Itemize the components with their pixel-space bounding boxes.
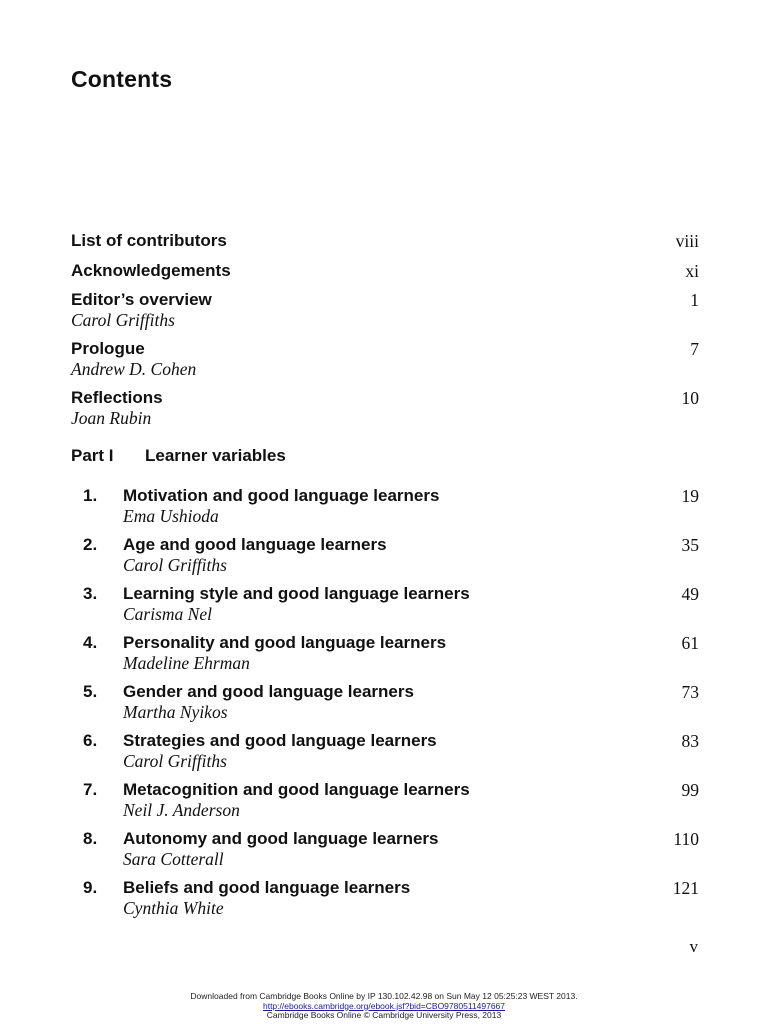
chapter-title: Strategies and good language learners xyxy=(123,731,437,750)
toc-entry-chapter-4[interactable] xyxy=(71,633,699,677)
chapter-number: 1. xyxy=(83,486,98,505)
footer-copyright: Cambridge Books Online © Cambridge University Press, 2013 xyxy=(266,1010,502,1020)
entry-title: Editor’s overview xyxy=(71,290,212,309)
chapter-title: Age and good language learners xyxy=(123,535,387,554)
chapter-author: Neil J. Anderson xyxy=(123,800,240,820)
chapter-page: 73 xyxy=(681,682,699,702)
chapter-author: Carisma Nel xyxy=(123,604,212,624)
entry-title: Acknowledgements xyxy=(71,261,231,280)
toc-entry-editors-overview[interactable] xyxy=(71,290,699,334)
chapter-number: 3. xyxy=(83,584,98,603)
chapter-page: 110 xyxy=(673,829,699,849)
chapter-number: 8. xyxy=(83,829,98,848)
toc-entry-chapter-7[interactable] xyxy=(71,780,699,824)
chapter-number: 5. xyxy=(83,682,98,701)
entry-author: Andrew D. Cohen xyxy=(71,359,197,379)
entry-title: Prologue xyxy=(71,339,145,358)
entry-title: Reflections xyxy=(71,388,163,407)
download-footer xyxy=(0,992,768,1021)
toc-entry-reflections[interactable] xyxy=(71,388,699,432)
entry-author: Joan Rubin xyxy=(71,408,152,428)
chapter-author: Ema Ushioda xyxy=(123,506,219,526)
chapter-page: 83 xyxy=(681,731,699,751)
entry-author: Carol Griffiths xyxy=(71,310,175,330)
entry-page: viii xyxy=(675,231,699,251)
chapter-number: 2. xyxy=(83,535,98,554)
chapter-title: Beliefs and good language learners xyxy=(123,878,411,897)
chapter-page: 19 xyxy=(681,486,699,506)
chapter-author: Madeline Ehrman xyxy=(123,653,250,673)
toc-entry-chapter-5[interactable] xyxy=(71,682,699,726)
part-title: Learner variables xyxy=(145,446,286,465)
chapter-number: 4. xyxy=(83,633,98,652)
entry-page: 10 xyxy=(681,388,699,408)
chapter-title: Autonomy and good language learners xyxy=(123,829,439,848)
chapter-page: 49 xyxy=(681,584,699,604)
chapter-author: Cynthia White xyxy=(123,898,224,918)
page-title: Contents xyxy=(71,66,173,92)
chapter-page: 61 xyxy=(681,633,699,653)
chapter-author: Martha Nyikos xyxy=(123,702,228,722)
entry-page: 1 xyxy=(690,290,699,310)
part-label: Part I xyxy=(71,446,114,465)
footer-ebook-link[interactable]: http://ebooks.cambridge.org/ebook.jsf?bid=CBO9780511497667 xyxy=(262,1000,506,1011)
chapter-number: 6. xyxy=(83,731,98,750)
page-number: v xyxy=(689,937,698,956)
toc-entry-prologue[interactable] xyxy=(71,339,699,383)
toc-entry-chapter-3[interactable] xyxy=(71,584,699,628)
chapter-page: 121 xyxy=(672,878,699,898)
chapter-number: 9. xyxy=(83,878,98,897)
chapter-title: Personality and good language learners xyxy=(123,633,447,652)
toc-entry-chapter-1[interactable] xyxy=(71,486,699,530)
chapter-title: Metacognition and good language learners xyxy=(123,780,470,799)
chapter-author: Carol Griffiths xyxy=(123,751,227,771)
chapter-title: Gender and good language learners xyxy=(123,682,414,701)
entry-page: 7 xyxy=(690,339,699,359)
chapter-author: Carol Griffiths xyxy=(123,555,227,575)
entry-title: List of contributors xyxy=(71,231,227,250)
chapter-title: Motivation and good language learners xyxy=(123,486,440,505)
chapter-page: 99 xyxy=(681,780,699,800)
toc-entry-chapter-6[interactable] xyxy=(71,731,699,775)
footer-download-info: Downloaded from Cambridge Books Online by IP 130.102.42.98 on Sun May 12 05:25:23 WEST 2013. xyxy=(190,991,578,1001)
chapter-number: 7. xyxy=(83,780,98,799)
toc-entry-chapter-2[interactable] xyxy=(71,535,699,579)
chapter-page: 35 xyxy=(681,535,699,555)
entry-page: xi xyxy=(685,261,699,281)
chapter-author: Sara Cotterall xyxy=(123,849,224,869)
part-heading xyxy=(71,446,286,466)
toc-entry-chapter-8[interactable] xyxy=(71,829,699,873)
toc-entry-chapter-9[interactable] xyxy=(71,878,699,922)
chapter-title: Learning style and good language learners xyxy=(123,584,470,603)
